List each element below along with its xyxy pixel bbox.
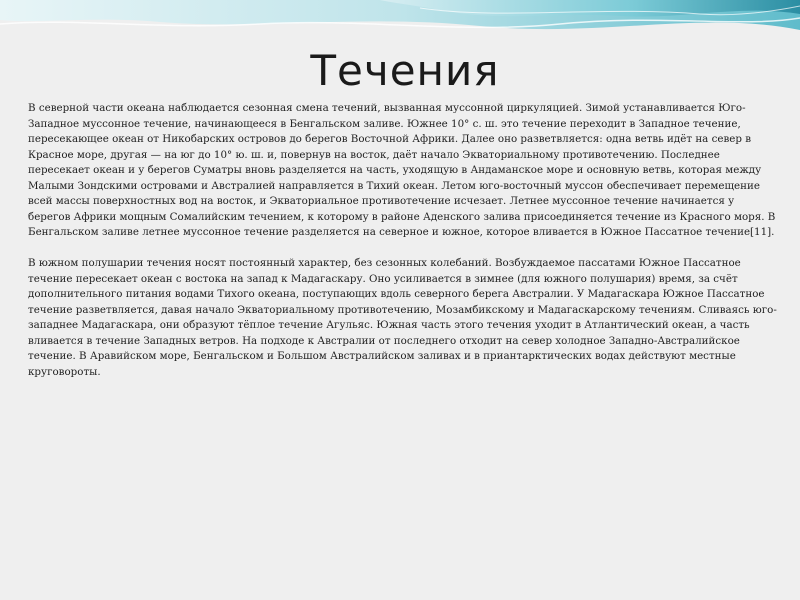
slide-body — [28, 101, 778, 396]
paragraph: В южном полушарии течения носят постоянный характер, без сезонных колебаний. Возбуждаемое пассатами Южное Пассатное течение пересекает океан с востока на запад к Мадагаскару. Оно усиливается в зимнее (для южного полушария) время, за счёт дополнительного питания водами Тихого океана, поступающих вдоль северного берега Австралии. У Мадагаскара Южное Пассатное течение разветвляется, давая начало Экваториальному противотечению, Мозамбикскому и Мадагаскарскому течениям. Сливаясь юго-западнее Мадагаскара, они образуют тёплое течение Агульяс. Южная часть этого течения уходит в Атлантический океан, а часть вливается в течение Западных ветров. На подходе к Австралии от последнего отходит на север холодное Западно-Австралийское течение. В Аравийском море, Бенгальском и Большом Австралийском заливах и в приантарктических водах действуют местные круговороты. — [28, 257, 777, 378]
paragraph: В северной части океана наблюдается сезонная смена течений, вызванная муссонной циркуляцией. Зимой устанавливается Юго-Западное муссонное течение, начинающееся в Бенгальском заливе. Южнее 10° с. ш. это течение переходит в Западное течение, пересекающее океан от Никобарских островов до берегов Восточной Африки. Далее оно разветвляется: одна ветвь идёт на север в Красное море, другая — на юг до 10° ю. ш. и, повернув на восток, даёт начало Экваториальному противотечению. Последнее пересекает океан и у берегов Суматры вновь разделяется на часть, уходящую в Андаманское море и основную ветвь, которая между Малыми Зондскими островами и Австралией направляется в Тихий океан. Летом юго-восточный муссон обеспечивает перемещение всей массы поверхностных вод на восток, и Экваториальное противотечение исчезает. Летнее муссонное течение начинается у берегов Африки мощным Сомалийским течением, к которому в районе Аденского залива присоединяется течение из Красного моря. В Бенгальском заливе летнее муссонное течение разделяется на северное и южное, которое вливается в Южное Пассатное течение[11]. — [28, 102, 776, 238]
slide-title: Течения — [310, 46, 500, 95]
